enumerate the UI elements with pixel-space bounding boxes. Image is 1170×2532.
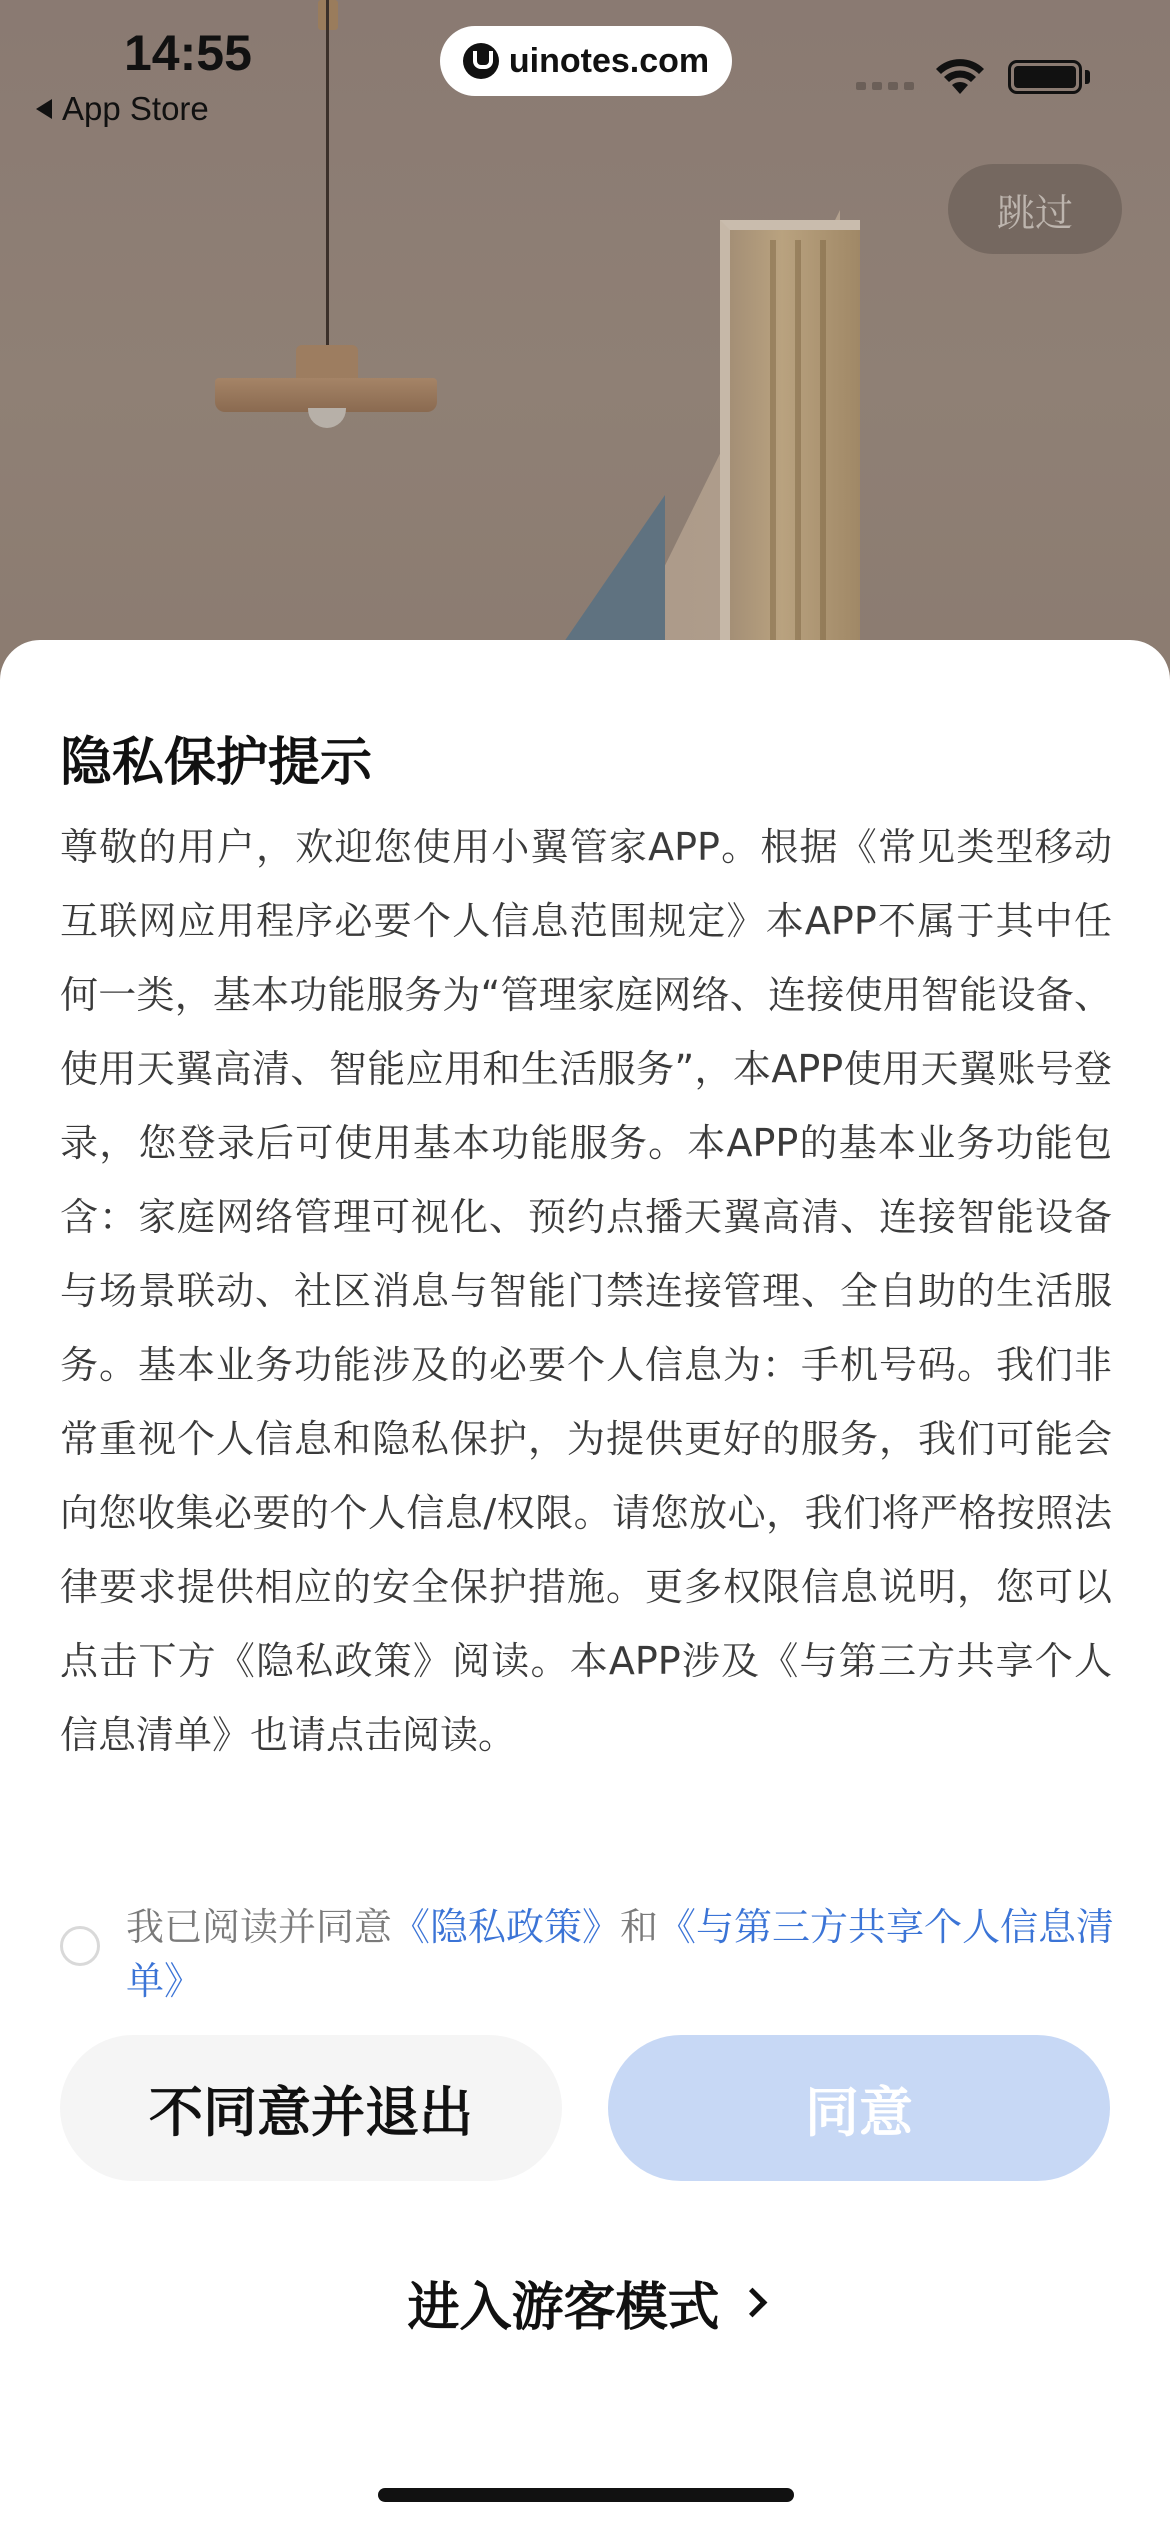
wifi-icon bbox=[934, 56, 986, 96]
decline-exit-button[interactable]: 不同意并退出 bbox=[60, 2035, 562, 2181]
url-text: uinotes.com bbox=[508, 41, 710, 80]
cellular-signal-icon bbox=[856, 82, 914, 90]
photo-lamp-bulb bbox=[308, 408, 346, 428]
privacy-dialog bbox=[0, 640, 1170, 2532]
battery-icon bbox=[1008, 60, 1082, 94]
consent-prefix: 我已阅读并同意 bbox=[126, 1905, 393, 1949]
third-party-sharing-link[interactable]: 《与第三方共享个人信息清单》 bbox=[126, 1905, 1115, 2003]
battery-tip bbox=[1085, 70, 1090, 84]
skip-button[interactable]: 跳过 bbox=[948, 164, 1122, 254]
back-label: App Store bbox=[62, 90, 209, 127]
uinotes-logo-icon bbox=[463, 43, 499, 79]
dialog-title: 隐私保护提示 bbox=[60, 733, 373, 793]
photo-lamp-top bbox=[296, 345, 358, 381]
home-indicator[interactable] bbox=[378, 2488, 794, 2502]
back-to-app-store[interactable] bbox=[36, 90, 209, 128]
photo-lamp-cord bbox=[326, 0, 329, 345]
consent-conjunction: 和 bbox=[620, 1905, 659, 1949]
photo-window bbox=[720, 220, 860, 700]
consent-row bbox=[60, 1900, 1120, 2008]
status-time: 14:55 bbox=[124, 25, 252, 81]
photo-curtain-stripe bbox=[820, 240, 826, 700]
privacy-policy-link[interactable]: 《隐私政策》 bbox=[392, 1905, 621, 1949]
dialog-body-text: 尊敬的用户，欢迎您使用小翼管家APP。根据《常见类型移动互联网应用程序必要个人信息范围规定》本APP不属于其中任何一类，基本功能服务为“管理家庭网络、连接使用智能设备、使用天翼高清、智能应用和生活服务”，本APP使用天翼账号登录，您登录后可使用基本功能服务。本APP的基本业务功能包含：家庭网络管理可视化、预约点播天翼高清、连接智能设备与场景联动、社区消息与智能门禁连接管理、全自助的生活服务。基本业务功能涉及的必要个人信息为：手机号码。我们非常重视个人信息和隐私保护，为提供更好的服务，我们可能会向您收集必要的个人信息/权限。请您放心，我们将严格按照法律要求提供相应的安全保护措施。更多权限信息说明，您可以点击下方《隐私政策》阅读。本APP涉及《与第三方共享个人信息清单》也请点击阅读。 bbox=[60, 825, 1112, 1757]
photo-curtain-stripe bbox=[795, 240, 801, 700]
consent-checkbox[interactable] bbox=[60, 1926, 100, 1966]
url-badge bbox=[440, 26, 732, 96]
back-triangle-icon bbox=[36, 99, 52, 119]
guest-mode-label: 进入游客模式 bbox=[407, 2278, 720, 2338]
consent-text bbox=[126, 1900, 1120, 2008]
photo-blue-panel bbox=[555, 495, 665, 655]
photo-lamp-shade bbox=[215, 378, 437, 412]
guest-mode-link[interactable] bbox=[0, 2265, 1170, 2340]
photo-curtain-stripe bbox=[770, 240, 776, 700]
chevron-right-icon bbox=[737, 2288, 767, 2318]
agree-button[interactable]: 同意 bbox=[608, 2035, 1110, 2181]
